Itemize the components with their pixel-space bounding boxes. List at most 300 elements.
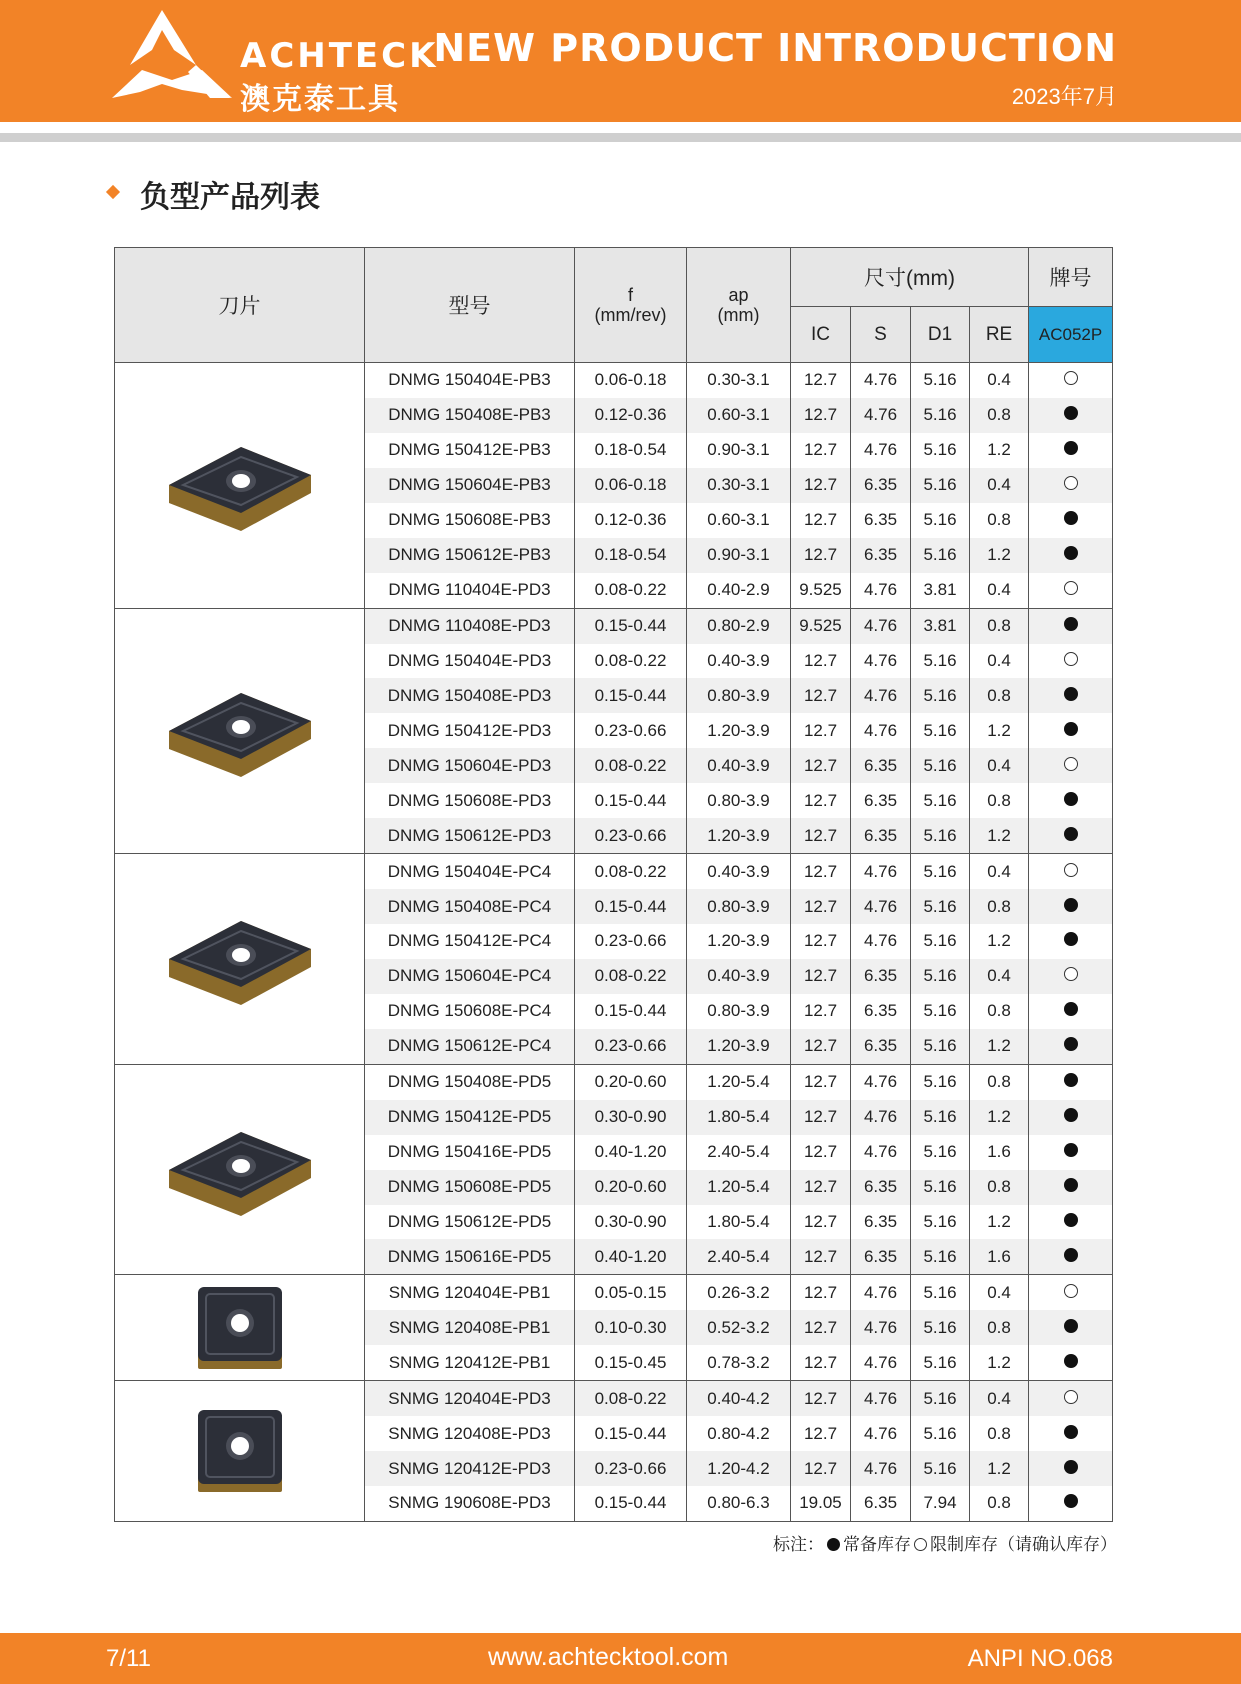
re-cell: 1.2 (970, 433, 1029, 468)
d1-cell: 5.16 (911, 538, 970, 573)
d1-cell: 5.16 (911, 503, 970, 538)
open-circle-icon (1064, 1284, 1078, 1298)
filled-circle-icon (1064, 441, 1078, 455)
d1-cell: 5.16 (911, 994, 970, 1029)
model-cell: SNMG 120408E-PD3 (365, 1416, 575, 1451)
grade-stock-cell (1029, 398, 1113, 433)
filled-circle-icon (1064, 1002, 1078, 1016)
d1-cell: 5.16 (911, 1451, 970, 1486)
s-cell: 4.76 (851, 1064, 911, 1099)
ic-cell: 12.7 (791, 1205, 851, 1240)
ap-cell: 0.52-3.2 (687, 1310, 791, 1345)
section-title: 负型产品列表 (140, 181, 320, 214)
ic-cell: 9.525 (791, 608, 851, 643)
model-cell: DNMG 150408E-PD3 (365, 678, 575, 713)
re-cell: 0.4 (970, 644, 1029, 679)
grade-stock-cell (1029, 783, 1113, 818)
ap-cell: 0.80-4.2 (687, 1416, 791, 1451)
d1-cell: 7.94 (911, 1486, 970, 1521)
d1-cell: 5.16 (911, 1029, 970, 1064)
filled-circle-icon (1064, 1494, 1078, 1508)
ap-cell: 0.90-3.1 (687, 538, 791, 573)
d1-cell: 5.16 (911, 1275, 970, 1310)
feed-cell: 0.15-0.44 (575, 994, 687, 1029)
grade-stock-cell (1029, 854, 1113, 889)
grade-stock-cell (1029, 1239, 1113, 1274)
table-row (115, 1275, 1113, 1310)
s-cell: 6.35 (851, 1170, 911, 1205)
filled-circle-icon (1064, 898, 1078, 912)
model-cell: DNMG 150604E-PC4 (365, 959, 575, 994)
ic-cell: 12.7 (791, 713, 851, 748)
re-cell: 0.8 (970, 1486, 1029, 1521)
d1-cell: 5.16 (911, 959, 970, 994)
grade-stock-cell (1029, 924, 1113, 959)
d1-cell: 5.16 (911, 1345, 970, 1380)
d1-cell: 5.16 (911, 468, 970, 503)
ic-cell: 12.7 (791, 1381, 851, 1416)
ap-cell: 0.30-3.1 (687, 468, 791, 503)
grade-stock-cell (1029, 1135, 1113, 1170)
filled-circle-icon (1064, 1425, 1078, 1439)
ap-cell: 0.78-3.2 (687, 1345, 791, 1380)
grade-stock-cell (1029, 1381, 1113, 1416)
table-row (115, 363, 1113, 398)
d1-cell: 5.16 (911, 398, 970, 433)
re-cell: 0.8 (970, 1170, 1029, 1205)
rhombus-insert-icon (165, 1120, 315, 1220)
header-grade-group: 牌号 (1029, 248, 1113, 307)
grade-stock-cell (1029, 1310, 1113, 1345)
ic-cell: 12.7 (791, 363, 851, 398)
anpi-number: ANPI NO.068 (967, 1645, 1113, 1672)
re-cell: 0.4 (970, 363, 1029, 398)
filled-circle-icon (1064, 827, 1078, 841)
header-model: 型号 (365, 248, 575, 363)
ap-cell: 0.90-3.1 (687, 433, 791, 468)
model-cell: DNMG 150616E-PD5 (365, 1239, 575, 1274)
ic-cell: 12.7 (791, 1310, 851, 1345)
ic-cell: 12.7 (791, 678, 851, 713)
grade-stock-cell (1029, 713, 1113, 748)
rhombus-insert-icon (165, 909, 315, 1009)
feed-cell: 0.40-1.20 (575, 1135, 687, 1170)
ic-cell: 12.7 (791, 748, 851, 783)
re-cell: 1.2 (970, 1029, 1029, 1064)
model-cell: DNMG 150404E-PD3 (365, 644, 575, 679)
table-row (115, 1381, 1113, 1416)
header-feed-label: f (627, 285, 633, 305)
grade-stock-cell (1029, 748, 1113, 783)
feed-cell: 0.30-0.90 (575, 1100, 687, 1135)
feed-cell: 0.06-0.18 (575, 363, 687, 398)
ap-cell: 0.40-4.2 (687, 1381, 791, 1416)
s-cell: 4.76 (851, 1451, 911, 1486)
d1-cell: 5.16 (911, 678, 970, 713)
re-cell: 0.4 (970, 748, 1029, 783)
s-cell: 4.76 (851, 363, 911, 398)
feed-cell: 0.40-1.20 (575, 1239, 687, 1274)
header-feed (575, 248, 687, 363)
ic-cell: 12.7 (791, 433, 851, 468)
model-cell: DNMG 150404E-PB3 (365, 363, 575, 398)
ap-cell: 0.26-3.2 (687, 1275, 791, 1310)
grade-stock-cell (1029, 433, 1113, 468)
feed-cell: 0.05-0.15 (575, 1275, 687, 1310)
s-cell: 6.35 (851, 783, 911, 818)
open-circle-icon (1064, 863, 1078, 877)
grade-stock-cell (1029, 678, 1113, 713)
ap-cell: 1.20-5.4 (687, 1170, 791, 1205)
re-cell: 0.4 (970, 854, 1029, 889)
feed-cell: 0.15-0.44 (575, 889, 687, 924)
ic-cell: 12.7 (791, 854, 851, 889)
model-cell: DNMG 150608E-PC4 (365, 994, 575, 1029)
ap-cell: 0.80-3.9 (687, 889, 791, 924)
ic-cell: 12.7 (791, 1416, 851, 1451)
model-cell: DNMG 150612E-PD3 (365, 818, 575, 853)
feed-cell: 0.12-0.36 (575, 503, 687, 538)
ap-cell: 0.40-3.9 (687, 748, 791, 783)
product-table (114, 247, 1113, 1522)
feed-cell: 0.30-0.90 (575, 1205, 687, 1240)
re-cell: 1.6 (970, 1135, 1029, 1170)
ic-cell: 19.05 (791, 1486, 851, 1521)
insert-image-cell (115, 1381, 365, 1522)
brand-name-en: ACHTECK (240, 36, 439, 76)
filled-circle-icon (1064, 406, 1078, 420)
ap-cell: 0.60-3.1 (687, 398, 791, 433)
re-cell: 0.4 (970, 1381, 1029, 1416)
insert-image-cell (115, 1275, 365, 1381)
open-circle-icon (1064, 581, 1078, 595)
d1-cell: 5.16 (911, 363, 970, 398)
model-cell: SNMG 120408E-PB1 (365, 1310, 575, 1345)
grade-stock-cell (1029, 363, 1113, 398)
model-cell: DNMG 150608E-PB3 (365, 503, 575, 538)
ic-cell: 12.7 (791, 1345, 851, 1380)
ic-cell: 12.7 (791, 889, 851, 924)
ic-cell: 12.7 (791, 1275, 851, 1310)
re-cell: 0.8 (970, 678, 1029, 713)
model-cell: DNMG 150612E-PB3 (365, 538, 575, 573)
re-cell: 0.8 (970, 889, 1029, 924)
legend-limited: 限制库存（请确认库存） (930, 1535, 1117, 1554)
s-cell: 4.76 (851, 608, 911, 643)
re-cell: 0.4 (970, 959, 1029, 994)
re-cell: 1.2 (970, 1205, 1029, 1240)
model-cell: DNMG 150412E-PB3 (365, 433, 575, 468)
d1-cell: 5.16 (911, 1381, 970, 1416)
ap-cell: 1.20-4.2 (687, 1451, 791, 1486)
s-cell: 4.76 (851, 1345, 911, 1380)
model-cell: DNMG 150604E-PB3 (365, 468, 575, 503)
grade-stock-cell (1029, 1100, 1113, 1135)
filled-circle-icon (1064, 722, 1078, 736)
re-cell: 1.2 (970, 1100, 1029, 1135)
page-title: NEW PRODUCT INTRODUCTION (433, 26, 1117, 70)
square-insert-icon (195, 1406, 285, 1496)
header-s: S (851, 307, 911, 363)
grade-stock-cell (1029, 1451, 1113, 1486)
filled-circle-icon (1064, 1037, 1078, 1051)
s-cell: 6.35 (851, 1239, 911, 1274)
s-cell: 6.35 (851, 1205, 911, 1240)
open-circle-icon (1064, 1390, 1078, 1404)
header-re: RE (970, 307, 1029, 363)
grade-stock-cell (1029, 573, 1113, 608)
re-cell: 1.2 (970, 1345, 1029, 1380)
re-cell: 0.4 (970, 468, 1029, 503)
ap-cell: 0.80-2.9 (687, 608, 791, 643)
d1-cell: 3.81 (911, 608, 970, 643)
d1-cell: 5.16 (911, 1205, 970, 1240)
s-cell: 4.76 (851, 678, 911, 713)
d1-cell: 5.16 (911, 1135, 970, 1170)
filled-circle-icon (1064, 1213, 1078, 1227)
feed-cell: 0.12-0.36 (575, 398, 687, 433)
re-cell: 0.8 (970, 398, 1029, 433)
header-blade: 刀片 (115, 248, 365, 363)
open-circle-icon (1064, 652, 1078, 666)
feed-cell: 0.08-0.22 (575, 854, 687, 889)
filled-circle-icon (1064, 1248, 1078, 1262)
ic-cell: 12.7 (791, 1064, 851, 1099)
ap-cell: 0.80-3.9 (687, 783, 791, 818)
feed-cell: 0.15-0.44 (575, 678, 687, 713)
d1-cell: 5.16 (911, 889, 970, 924)
table-row (115, 1064, 1113, 1099)
s-cell: 6.35 (851, 1486, 911, 1521)
d1-cell: 5.16 (911, 1064, 970, 1099)
feed-cell: 0.15-0.44 (575, 608, 687, 643)
d1-cell: 5.16 (911, 854, 970, 889)
feed-cell: 0.18-0.54 (575, 433, 687, 468)
ic-cell: 12.7 (791, 468, 851, 503)
ap-cell: 1.20-5.4 (687, 1064, 791, 1099)
ap-cell: 1.80-5.4 (687, 1100, 791, 1135)
s-cell: 4.76 (851, 398, 911, 433)
filled-circle-icon (1064, 1108, 1078, 1122)
feed-cell: 0.20-0.60 (575, 1170, 687, 1205)
model-cell: DNMG 150608E-PD3 (365, 783, 575, 818)
s-cell: 6.35 (851, 818, 911, 853)
ap-cell: 0.60-3.1 (687, 503, 791, 538)
d1-cell: 5.16 (911, 644, 970, 679)
filled-circle-icon (1064, 546, 1078, 560)
model-cell: SNMG 120404E-PD3 (365, 1381, 575, 1416)
grade-stock-cell (1029, 644, 1113, 679)
header-size: 尺寸(mm) (791, 248, 1029, 307)
insert-image-cell (115, 608, 365, 854)
grade-stock-cell (1029, 468, 1113, 503)
ic-cell: 12.7 (791, 538, 851, 573)
s-cell: 4.76 (851, 1381, 911, 1416)
model-cell: DNMG 150408E-PD5 (365, 1064, 575, 1099)
ap-cell: 0.80-6.3 (687, 1486, 791, 1521)
d1-cell: 5.16 (911, 1170, 970, 1205)
d1-cell: 5.16 (911, 818, 970, 853)
s-cell: 4.76 (851, 1135, 911, 1170)
grade-stock-cell (1029, 994, 1113, 1029)
d1-cell: 5.16 (911, 1310, 970, 1345)
feed-cell: 0.23-0.66 (575, 924, 687, 959)
ic-cell: 12.7 (791, 1239, 851, 1274)
ap-cell: 2.40-5.4 (687, 1135, 791, 1170)
filled-circle-icon (1064, 1178, 1078, 1192)
legend-prefix: 标注： (773, 1535, 824, 1554)
ap-cell: 0.40-3.9 (687, 959, 791, 994)
grade-stock-cell (1029, 1275, 1113, 1310)
re-cell: 0.8 (970, 608, 1029, 643)
ap-cell: 0.80-3.9 (687, 678, 791, 713)
s-cell: 4.76 (851, 713, 911, 748)
re-cell: 1.2 (970, 924, 1029, 959)
re-cell: 0.8 (970, 1310, 1029, 1345)
ic-cell: 12.7 (791, 1451, 851, 1486)
feed-cell: 0.18-0.54 (575, 538, 687, 573)
header-ic: IC (791, 307, 851, 363)
model-cell: DNMG 150604E-PD3 (365, 748, 575, 783)
s-cell: 6.35 (851, 1029, 911, 1064)
ap-cell: 2.40-5.4 (687, 1239, 791, 1274)
model-cell: DNMG 150412E-PC4 (365, 924, 575, 959)
grade-stock-cell (1029, 818, 1113, 853)
model-cell: DNMG 150412E-PD3 (365, 713, 575, 748)
model-cell: SNMG 190608E-PD3 (365, 1486, 575, 1521)
feed-cell: 0.08-0.22 (575, 573, 687, 608)
s-cell: 4.76 (851, 1310, 911, 1345)
feed-cell: 0.23-0.66 (575, 1029, 687, 1064)
re-cell: 1.6 (970, 1239, 1029, 1274)
ap-cell: 1.20-3.9 (687, 1029, 791, 1064)
s-cell: 6.35 (851, 503, 911, 538)
grade-stock-cell (1029, 1205, 1113, 1240)
s-cell: 4.76 (851, 924, 911, 959)
header-date: 2023年7月 (1011, 84, 1117, 109)
insert-image-cell (115, 854, 365, 1065)
open-circle-icon (914, 1538, 927, 1551)
page-number: 7/11 (106, 1645, 151, 1672)
ap-cell: 1.20-3.9 (687, 818, 791, 853)
ic-cell: 12.7 (791, 1135, 851, 1170)
open-circle-icon (1064, 757, 1078, 771)
open-circle-icon (1064, 967, 1078, 981)
filled-circle-icon (1064, 1319, 1078, 1333)
ap-cell: 0.40-3.9 (687, 854, 791, 889)
grade-stock-cell (1029, 1416, 1113, 1451)
ap-cell: 1.20-3.9 (687, 924, 791, 959)
feed-cell: 0.15-0.44 (575, 783, 687, 818)
s-cell: 4.76 (851, 889, 911, 924)
d1-cell: 5.16 (911, 1239, 970, 1274)
section-bullet-icon (106, 185, 120, 199)
footer-bar (0, 1633, 1241, 1684)
grade-stock-cell (1029, 1486, 1113, 1521)
d1-cell: 5.16 (911, 713, 970, 748)
d1-cell: 5.16 (911, 748, 970, 783)
filled-circle-icon (827, 1538, 840, 1551)
re-cell: 0.8 (970, 1064, 1029, 1099)
ic-cell: 12.7 (791, 644, 851, 679)
website-link[interactable]: www.achtecktool.com (488, 1643, 729, 1671)
s-cell: 4.76 (851, 433, 911, 468)
s-cell: 6.35 (851, 994, 911, 1029)
feed-cell: 0.23-0.66 (575, 818, 687, 853)
model-cell: DNMG 110404E-PD3 (365, 573, 575, 608)
ic-cell: 12.7 (791, 1100, 851, 1135)
rhombus-insert-icon (165, 681, 315, 781)
model-cell: SNMG 120404E-PB1 (365, 1275, 575, 1310)
feed-cell: 0.06-0.18 (575, 468, 687, 503)
re-cell: 1.2 (970, 538, 1029, 573)
legend-standard: 常备库存 (843, 1535, 911, 1554)
ap-cell: 1.20-3.9 (687, 713, 791, 748)
filled-circle-icon (1064, 1143, 1078, 1157)
header-ap (687, 248, 791, 363)
d1-cell: 5.16 (911, 1416, 970, 1451)
s-cell: 6.35 (851, 748, 911, 783)
feed-cell: 0.08-0.22 (575, 1381, 687, 1416)
grade-stock-cell (1029, 1029, 1113, 1064)
re-cell: 1.2 (970, 713, 1029, 748)
grade-stock-cell (1029, 889, 1113, 924)
s-cell: 4.76 (851, 573, 911, 608)
grade-stock-cell (1029, 959, 1113, 994)
re-cell: 0.8 (970, 503, 1029, 538)
product-table-body (115, 363, 1113, 1522)
d1-cell: 3.81 (911, 573, 970, 608)
model-cell: DNMG 150408E-PC4 (365, 889, 575, 924)
brand-name-cn: 澳克泰工具 (240, 83, 400, 116)
header-ap-label: ap (728, 285, 749, 305)
ic-cell: 12.7 (791, 398, 851, 433)
filled-circle-icon (1064, 511, 1078, 525)
re-cell: 0.4 (970, 573, 1029, 608)
feed-cell: 0.15-0.44 (575, 1486, 687, 1521)
s-cell: 4.76 (851, 854, 911, 889)
feed-cell: 0.15-0.44 (575, 1416, 687, 1451)
d1-cell: 5.16 (911, 783, 970, 818)
s-cell: 4.76 (851, 1416, 911, 1451)
feed-cell: 0.15-0.45 (575, 1345, 687, 1380)
filled-circle-icon (1064, 1354, 1078, 1368)
header-d1: D1 (911, 307, 970, 363)
header-bar (0, 0, 1241, 122)
feed-cell: 0.08-0.22 (575, 748, 687, 783)
re-cell: 0.4 (970, 1275, 1029, 1310)
table-row (115, 608, 1113, 643)
ic-cell: 12.7 (791, 1170, 851, 1205)
feed-cell: 0.08-0.22 (575, 959, 687, 994)
re-cell: 1.2 (970, 1451, 1029, 1486)
filled-circle-icon (1064, 1073, 1078, 1087)
ic-cell: 9.525 (791, 573, 851, 608)
feed-cell: 0.23-0.66 (575, 1451, 687, 1486)
grade-stock-cell (1029, 538, 1113, 573)
re-cell: 0.8 (970, 1416, 1029, 1451)
s-cell: 6.35 (851, 538, 911, 573)
ic-cell: 12.7 (791, 503, 851, 538)
ap-cell: 0.40-2.9 (687, 573, 791, 608)
model-cell: DNMG 150608E-PD5 (365, 1170, 575, 1205)
filled-circle-icon (1064, 1460, 1078, 1474)
grade-stock-cell (1029, 1345, 1113, 1380)
legend (773, 1530, 1117, 1555)
model-cell: DNMG 150612E-PC4 (365, 1029, 575, 1064)
ap-cell: 0.80-3.9 (687, 994, 791, 1029)
grade-stock-cell (1029, 1170, 1113, 1205)
